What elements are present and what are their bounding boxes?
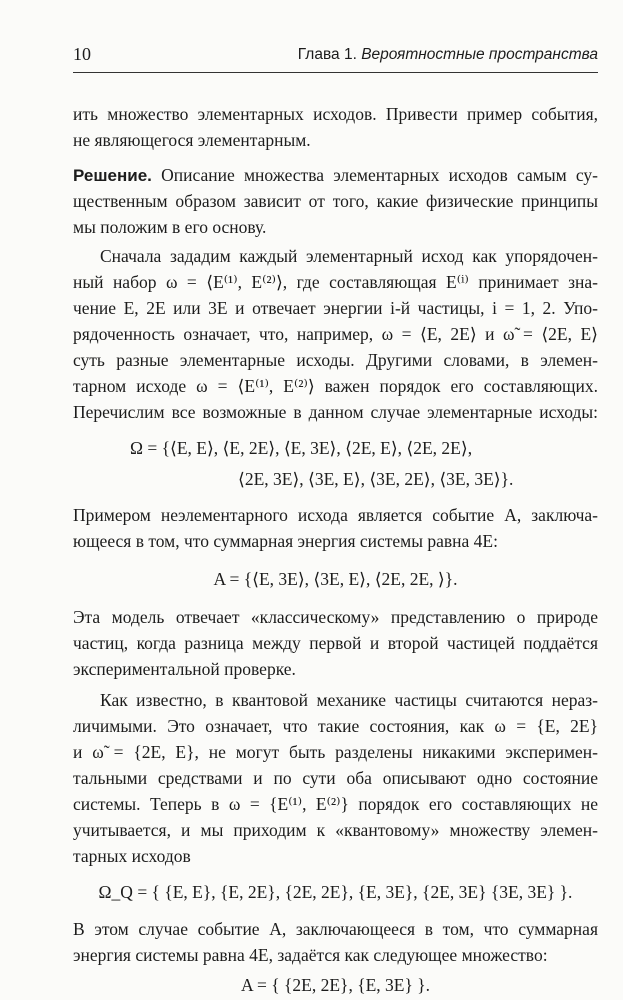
text-line: энергия системы равна 4E, задаётся как следующее множество: [73,945,548,965]
text-line: ющееся в том, что суммарная энергия системы равна 4E: [73,531,498,551]
chapter-title: Вероятностные пространства [361,46,598,63]
solution-label: Решение. [73,166,152,185]
formula-event-a: A = {⟨E, 3E⟩, ⟨3E, E⟩, ⟨2E, 2E, ⟩}. [213,569,458,589]
text-line: Эта модель отвечает «классическому» представлению о природе [73,607,598,627]
text-line: рядоченность означает, что, например, ω = ⟨E, 2E⟩ и ω̃ = ⟨2E, E⟩ [73,324,598,344]
text-line: системы. Теперь в ω = {E⁽¹⁾, E⁽²⁾} порядок его составляющих не [73,794,598,814]
text-line: не являющегося элементарным. [73,130,311,150]
text-line: и ω̃ = {2E, E}, не могут быть разделены никакими эксперимен- [73,742,598,762]
text-line: мы положим в его основу. [73,217,267,237]
text-run: Описание множества элементарных исходов самым су- [151,165,598,185]
text-line: экспериментальной проверке. [73,659,296,679]
text-line: частиц, когда разница между первой и второй частицей поддаётся [73,633,598,653]
text-line: личимыми. Это означает, что такие состояния, как ω = {E, 2E} [73,716,598,736]
header-rule [73,72,598,73]
text-line: Как известно, в квантовой механике частицы считаются нераз- [100,690,598,710]
text-line: щественным образом зависит от того, какие физические принципы [73,191,598,211]
formula-omega-line2: ⟨2E, 3E⟩, ⟨3E, E⟩, ⟨3E, 2E⟩, ⟨3E, 3E⟩}. [238,469,514,489]
running-header [73,44,598,72]
text-line: суть разные элементарные исходы. Другими словами, в элемен- [73,350,598,370]
running-title [298,46,598,64]
text-line: ный набор ω = ⟨E⁽¹⁾, E⁽²⁾⟩, где составляющая E⁽ⁱ⁾ принимает зна- [73,272,598,292]
chapter-label: Глава 1. [297,46,357,63]
text-line: тарных исходов [73,846,191,866]
formula-event-a-quantum: A = { {2E, 2E}, {E, 3E} }. [240,975,431,995]
text-line: учитывается, и мы приходим к «квантовому» множеству элемен- [73,820,598,840]
text-line: В этом случае событие A, заключающееся в том, что суммарная [73,919,598,939]
formula-omega-q: Ω_Q = { {E, E}, {E, 2E}, {2E, 2E}, {E, 3E}, {2E, 3E} {3E, 3E} }. [98,882,573,902]
text-line: чение E, 2E или 3E и отвечает энергии i-й частицы, i = 1, 2. Упо- [73,298,598,318]
text-line: тальными средствами и по сути оба описывают одно состояние [73,768,598,788]
text-line: тарном исходе ω = ⟨E⁽¹⁾, E⁽²⁾⟩ важен порядок его составляющих. [73,376,598,396]
text-line: ить множество элементарных исходов. Привести пример события, [73,104,598,124]
text-line: Примером неэлементарного исхода является событие A, заключа- [73,505,598,525]
text-line: Сначала зададим каждый элементарный исход как упорядочен- [100,246,598,266]
text-line: Перечислим все возможные в данном случае элементарные исходы: [73,402,598,422]
solution-line [73,162,598,188]
page-number: 10 [73,44,91,64]
formula-omega-line1: Ω = {⟨E, E⟩, ⟨E, 2E⟩, ⟨E, 3E⟩, ⟨2E, E⟩, ⟨2E, 2E⟩, [130,438,473,458]
